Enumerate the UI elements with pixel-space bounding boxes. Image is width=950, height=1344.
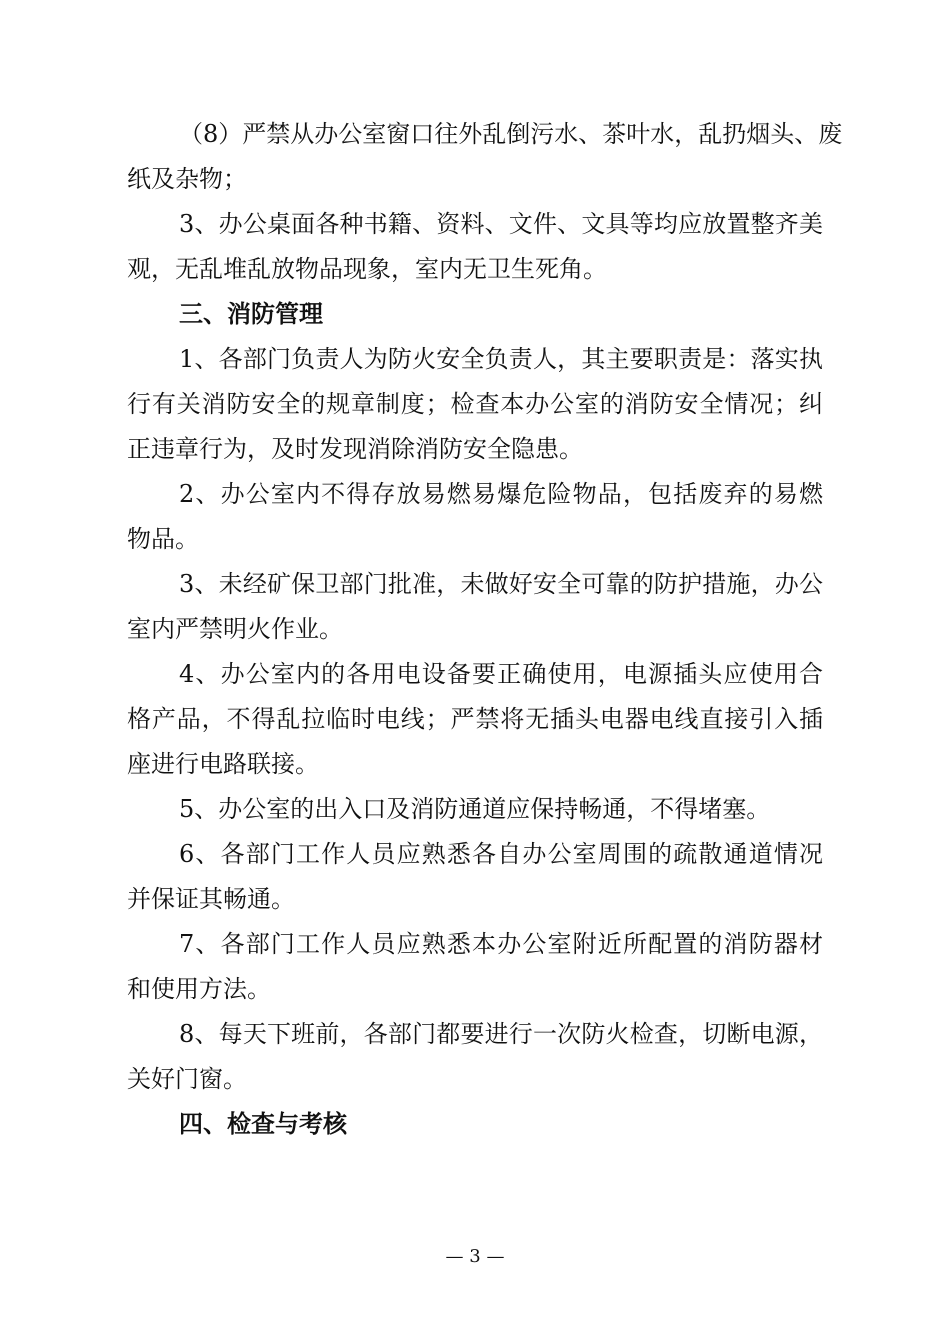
text-line: 4、办公室内的各用电设备要正确使用，电源插头应使用合 — [179, 660, 823, 688]
text-line: 并保证其畅通。 — [127, 885, 295, 913]
text-line: 2、办公室内不得存放易燃易爆危险物品，包括废弃的易燃 — [179, 480, 823, 508]
text-line: 5、办公室的出入口及消防通道应保持畅通，不得堵塞。 — [179, 795, 771, 823]
section-heading — [127, 1102, 823, 1147]
text-line: 3、未经矿保卫部门批准，未做好安全可靠的防护措施，办公 — [179, 570, 823, 598]
text-line: 关好门窗。 — [127, 1065, 247, 1093]
text-line: 物品。 — [127, 525, 199, 553]
text-line: 四、检查与考核 — [179, 1110, 347, 1138]
paragraph — [127, 787, 823, 832]
document-body — [127, 112, 843, 1147]
paragraph — [127, 1012, 823, 1102]
page-number: — 3 — — [445, 1246, 505, 1267]
paragraph — [127, 112, 843, 202]
text-line: 座进行电路联接。 — [127, 750, 319, 778]
text-line: 7、各部门工作人员应熟悉本办公室附近所配置的消防器材 — [179, 930, 823, 958]
text-line: 1、各部门负责人为防火安全负责人，其主要职责是：落实执 — [179, 345, 823, 373]
text-line: 3、办公桌面各种书籍、资料、文件、文具等均应放置整齐美 — [179, 210, 823, 238]
text-line: 8、每天下班前，各部门都要进行一次防火检查，切断电源， — [179, 1020, 823, 1048]
text-line: 纸及杂物； — [127, 165, 247, 193]
paragraph — [127, 337, 823, 472]
text-line: 室内严禁明火作业。 — [127, 615, 343, 643]
text-line: 行有关消防安全的规章制度；检查本办公室的消防安全情况；纠 — [127, 390, 823, 418]
paragraph — [127, 652, 823, 787]
text-line: 正违章行为，及时发现消除消防安全隐患。 — [127, 435, 583, 463]
text-line: 格产品，不得乱拉临时电线；严禁将无插头电器电线直接引入插 — [127, 705, 823, 733]
section-heading — [127, 292, 823, 337]
text-line: （8）严禁从办公室窗口往外乱倒污水、茶叶水，乱扔烟头、废 — [179, 120, 843, 148]
text-line: 6、各部门工作人员应熟悉各自办公室周围的疏散通道情况 — [179, 840, 823, 868]
text-line: 三、消防管理 — [179, 300, 323, 328]
text-line: 和使用方法。 — [127, 975, 271, 1003]
paragraph — [127, 922, 823, 1012]
paragraph — [127, 562, 823, 652]
paragraph — [127, 202, 823, 292]
paragraph — [127, 472, 823, 562]
paragraph — [127, 832, 823, 922]
text-line: 观，无乱堆乱放物品现象，室内无卫生死角。 — [127, 255, 607, 283]
